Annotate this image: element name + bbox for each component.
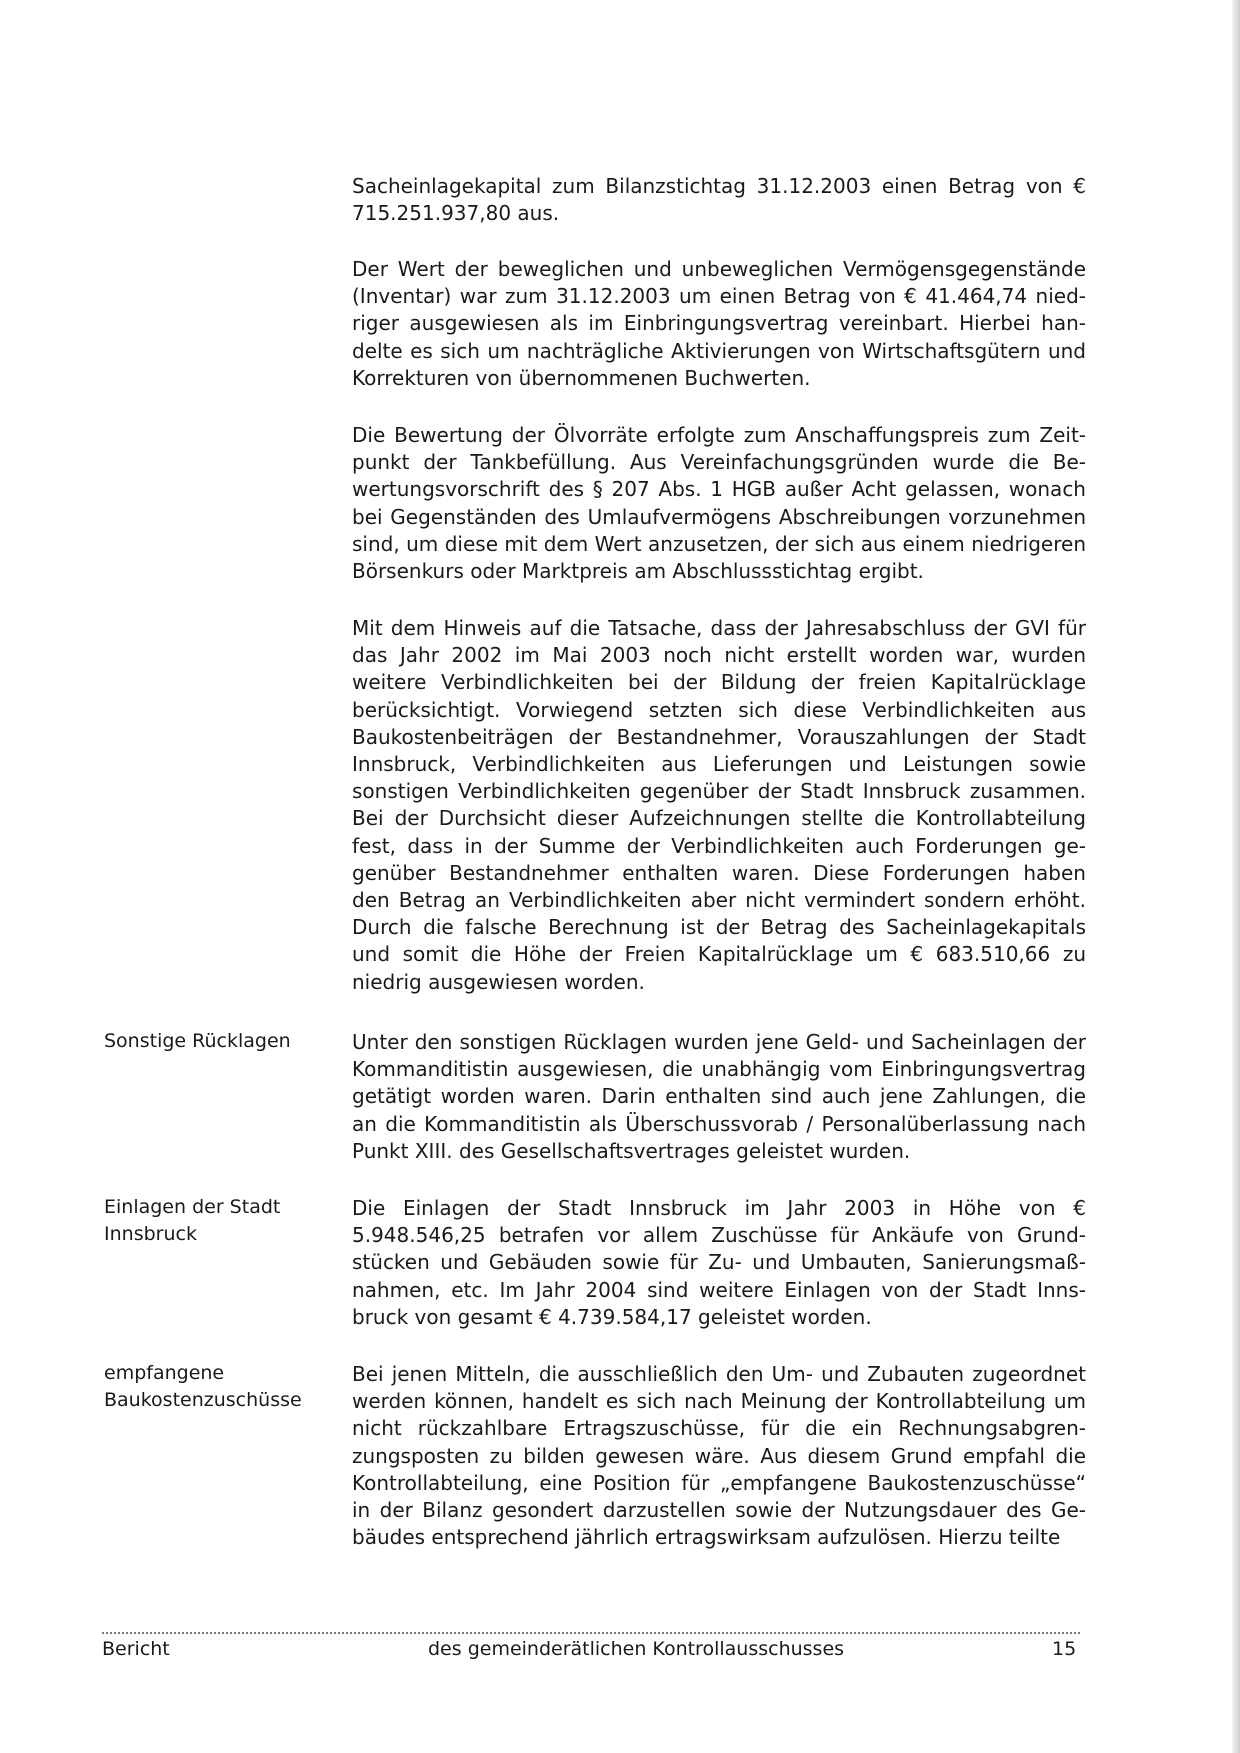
paragraph-einlagen-stadt: Die Einlagen der Stadt Innsbruck im Jahr 2003 in Höhe von € 5.948.546,25 betrafen vor allem Zuschüsse für Ankäufe von Grundstücken und Gebäuden sowie für Zu- und Umbauten, Sanierungsmaßnahmen, etc. Im Jahr 2004 sind weitere Einlagen von der Stadt Innsbruck von gesamt € 4.739.584,17 geleistet worden. [352,1196,1086,1329]
margin-label-einlagen-stadt: Einlagen der Stadt Innsbruck [104,1196,281,1245]
margin-label-baukostenzuschuesse: empfangene Baukostenzuschüsse [104,1362,302,1411]
paragraph-baukostenzuschuesse: Bei jenen Mitteln, die ausschließlich den Um- und Zubauten zugeordnet werden können, handelt es sich nach Meinung der Kontrollabteilung um nicht rückzahlbare Ertragszuschüsse, für die ein Rechnungsabgrenzungsposten zu bilden gewesen wäre. Aus diesem Grund empfahl die Kontrollabteilung, eine Position für „empfangene Baukostenzuschüsse“ in der Bilanz gesondert darzustellen sowie der Nutzungsdauer des Gebäudes entsprechend jährlich ertragswirksam aufzulösen. Hierzu teilte [352,1362,1086,1550]
page-number: 15 [1052,1638,1077,1660]
paragraph-inventar: Der Wert der beweglichen und unbeweglichen Vermögensgegenstände (Inventar) war zum 31.12.2003 um einen Betrag von € 41.464,74 niedriger ausgewiesen als im Einbringungsvertrag vereinbart. Hierbei handelte es sich um nachträgliche Aktivierungen von Wirtschaftsgütern und Korrekturen von übernommenen Buchwerten. [352,257,1086,390]
paragraph-verbindlichkeiten: Mit dem Hinweis auf die Tatsache, dass der Jahresabschluss der GVI für das Jahr 2002 im Mai 2003 noch nicht erstellt worden war, wurden weitere Verbindlichkeiten bei der Bildung der freien Kapitalrücklage berücksichtigt. Vorwiegend setzten sich diese Verbindlichkeiten aus Baukostenbeiträgen der Bestandnehmer, Vorauszahlungen der Stadt Innsbruck, Verbindlichkeiten aus Lieferungen und Leistungen sowie sonstigen Verbindlichkeiten gegenüber der Stadt Innsbruck zusammen. Bei der Durchsicht dieser Aufzeichnungen stellte die Kontrollabteilung fest, dass in der Summe der Verbindlichkeiten auch Forderungen gegenüber Bestandnehmer enthalten waren. Diese Forderungen haben den Betrag an Verbindlichkeiten aber nicht vermindert sondern erhöht. Durch die falsche Berechnung ist der Betrag des Sacheinlagekapitals und somit die Höhe der Freien Kapitalrücklage um € 683.510,66 zu niedrig ausgewiesen worden. [352,616,1086,994]
margin-label-sonstige-ruecklagen: Sonstige Rücklagen [104,1030,291,1052]
paragraph-sonstige-ruecklagen: Unter den sonstigen Rücklagen wurden jene Geld- und Sacheinlagen der Kommanditistin ausgewiesen, die unabhängig vom Einbringungsvertrag getätigt worden waren. Darin enthalten sind auch jene Zahlungen, die an die Kommanditistin als Überschussvorab / Personalüberlassung nach Punkt XIII. des Gesellschaftsvertrages geleistet wurden. [352,1030,1086,1163]
paragraph-oelvorraete: Die Bewertung der Ölvorräte erfolgte zum Anschaffungspreis zum Zeitpunkt der Tankbefüllung. Aus Vereinfachungsgründen wurde die Bewertungsvorschrift des § 207 Abs. 1 HGB außer Acht gelassen, wonach bei Gegenständen des Umlaufvermögens Abschreibungen vorzunehmen sind, um diese mit dem Wert anzusetzen, der sich aus einem niedrigeren Börsenkurs oder Marktpreis am Abschlussstichtag ergibt. [352,423,1086,584]
paragraph-sacheinlagekapital: Sacheinlagekapital zum Bilanzstichtag 31.12.2003 einen Betrag von € 715.251.937,80 aus. [352,174,1086,226]
scan-edge [1232,0,1240,1753]
footer-divider [102,1632,1080,1634]
footer-report-label: Bericht [102,1638,170,1660]
footer-title: des gemeinderätlichen Kontrollausschusses [428,1638,845,1660]
